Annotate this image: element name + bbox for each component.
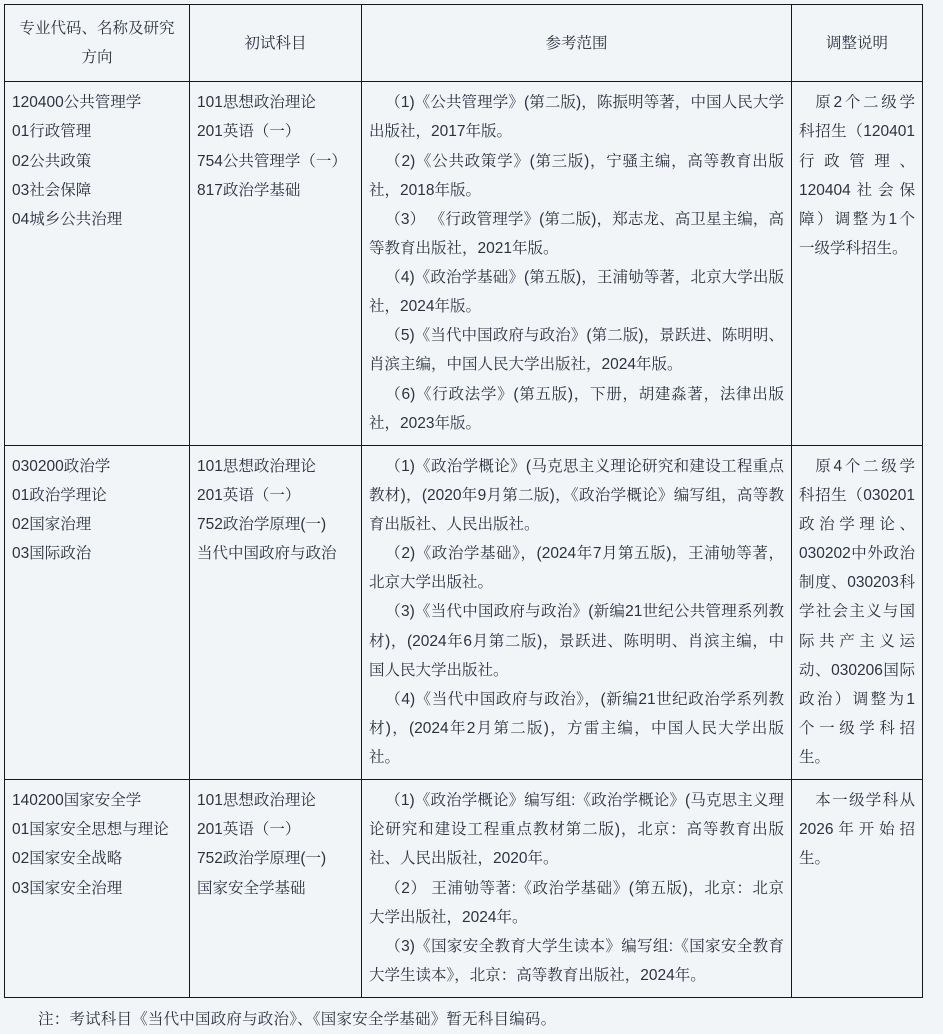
reference-item: （3)《当代中国政府与政治》(新编21世纪公共管理系列教材)，(2024年6月第二版)，景跃进、陈明明、肖滨主编，中国人民大学出版社。 xyxy=(369,603,784,679)
table-body xyxy=(5,82,923,998)
cell-major xyxy=(5,82,190,446)
cell-major xyxy=(5,445,190,779)
cell-subjects xyxy=(190,780,362,998)
reference-item: （1)《政治学概论》编写组:《政治学概论》(马克思主义理论研究和建设工程重点教材第二版)，北京：高等教育出版社、人民出版社，2020年。 xyxy=(369,792,784,868)
reference-item: （3)《国家安全教育大学生读本》编写组:《国家安全教育大学生读本》，北京：高等教育出版社，2024年。 xyxy=(369,937,784,984)
adjustment-text: 原2个二级学科招生（120401行政管理、120404社会保障）调整为1个一级学科招生。 xyxy=(799,94,915,257)
table-footnote: 注：考试科目《当代中国政府与政治》、《国家安全学基础》暂无科目编码。 xyxy=(38,1011,557,1028)
majors-table xyxy=(4,4,923,998)
column-header-subjects: 初试科目 xyxy=(190,5,362,82)
cell-subjects xyxy=(190,82,362,446)
cell-subjects xyxy=(190,445,362,779)
column-header-major: 专业代码、名称及研究方向 xyxy=(5,5,190,82)
reference-item: （2） 王浦劬等著:《政治学基础》(第五版)，北京：北京大学出版社，2024年。 xyxy=(369,879,784,926)
header-row xyxy=(5,5,923,82)
reference-item: （2)《政治学基础》，(2024年7月第五版)，王浦劬等著，北京大学出版社。 xyxy=(369,545,784,592)
column-header-references: 参考范围 xyxy=(362,5,792,82)
cell-references xyxy=(362,82,792,446)
major-line: 01国家安全思想与理论 xyxy=(12,821,169,839)
major-line: 03国家安全治理 xyxy=(12,879,123,897)
cell-adjustment xyxy=(792,780,923,998)
reference-item: （5)《当代中国政府与政治》(第二版)，景跃进、陈明明、肖滨主编，中国人民大学出版社，2024年版。 xyxy=(369,327,784,374)
table-header xyxy=(5,5,923,82)
subject-line: 201英语（一） xyxy=(197,821,301,839)
adjustment-text: 本一级学科从2026年开始招生。 xyxy=(799,792,915,868)
subject-line: 201英语（一） xyxy=(197,123,301,141)
subject-line: 752政治学原理(一) xyxy=(197,516,327,533)
subject-line: 国家安全学基础 xyxy=(197,879,306,897)
major-line: 120400公共管理学 xyxy=(12,94,142,112)
major-line: 01行政管理 xyxy=(12,123,92,141)
reference-item: （4)《政治学基础》(第五版)，王浦劬等著，北京大学出版社，2024年版。 xyxy=(369,269,784,316)
major-line: 01政治学理论 xyxy=(12,486,107,504)
subject-line: 101思想政治理论 xyxy=(197,457,316,475)
subject-line: 752政治学原理(一) xyxy=(197,850,327,868)
table-row xyxy=(5,445,923,779)
adjustment-text: 原4个二级学科招生（030201政治学理论、030202中外政治制度、030203科学社会主义与国际共产主义运动、030206国际政治）调整为1个一级学科招生。 xyxy=(799,457,915,766)
reference-item: （6)《行政法学》(第五版)，下册，胡建淼著，法律出版社，2023年版。 xyxy=(369,385,784,432)
cell-major xyxy=(5,780,190,998)
major-line: 140200国家安全学 xyxy=(12,792,142,810)
cell-adjustment xyxy=(792,82,923,446)
reference-item: （4)《当代中国政府与政治》，(新编21世纪政治学系列教材)，(2024年2月第二版)，方雷主编，中国人民大学出版社。 xyxy=(369,690,784,766)
major-line: 02国家安全战略 xyxy=(12,850,123,868)
cell-references xyxy=(362,780,792,998)
major-line: 02国家治理 xyxy=(12,516,92,533)
reference-item: （3） 《行政管理学》(第二版)，郑志龙、高卫星主编，高等教育出版社，2021年版。 xyxy=(369,210,784,257)
major-line: 02公共政策 xyxy=(12,152,92,170)
cell-adjustment xyxy=(792,445,923,779)
major-line: 03社会保障 xyxy=(12,181,92,199)
major-line: 04城乡公共治理 xyxy=(12,210,123,228)
major-line: 030200政治学 xyxy=(12,457,111,475)
subject-line: 101思想政治理论 xyxy=(197,792,316,810)
table-row xyxy=(5,82,923,446)
major-line: 03国际政治 xyxy=(12,545,92,563)
cell-references xyxy=(362,445,792,779)
reference-item: （2)《公共政策学》(第三版)，宁骚主编，高等教育出版社，2018年版。 xyxy=(369,152,784,199)
subject-line: 当代中国政府与政治 xyxy=(197,545,337,563)
reference-item: （1)《公共管理学》(第二版)，陈振明等著，中国人民大学出版社，2017年版。 xyxy=(369,94,784,141)
subject-line: 817政治学基础 xyxy=(197,181,301,199)
table-row xyxy=(5,780,923,998)
column-header-adjustment: 调整说明 xyxy=(792,5,923,82)
subject-line: 201英语（一） xyxy=(197,486,301,504)
subject-line: 101思想政治理论 xyxy=(197,94,316,112)
reference-item: （1)《政治学概论》(马克思主义理论研究和建设工程重点教材)，(2020年9月第二版)，《政治学概论》编写组，高等教育出版社、人民出版社。 xyxy=(369,457,784,533)
subject-line: 754公共管理学（一） xyxy=(197,152,347,170)
